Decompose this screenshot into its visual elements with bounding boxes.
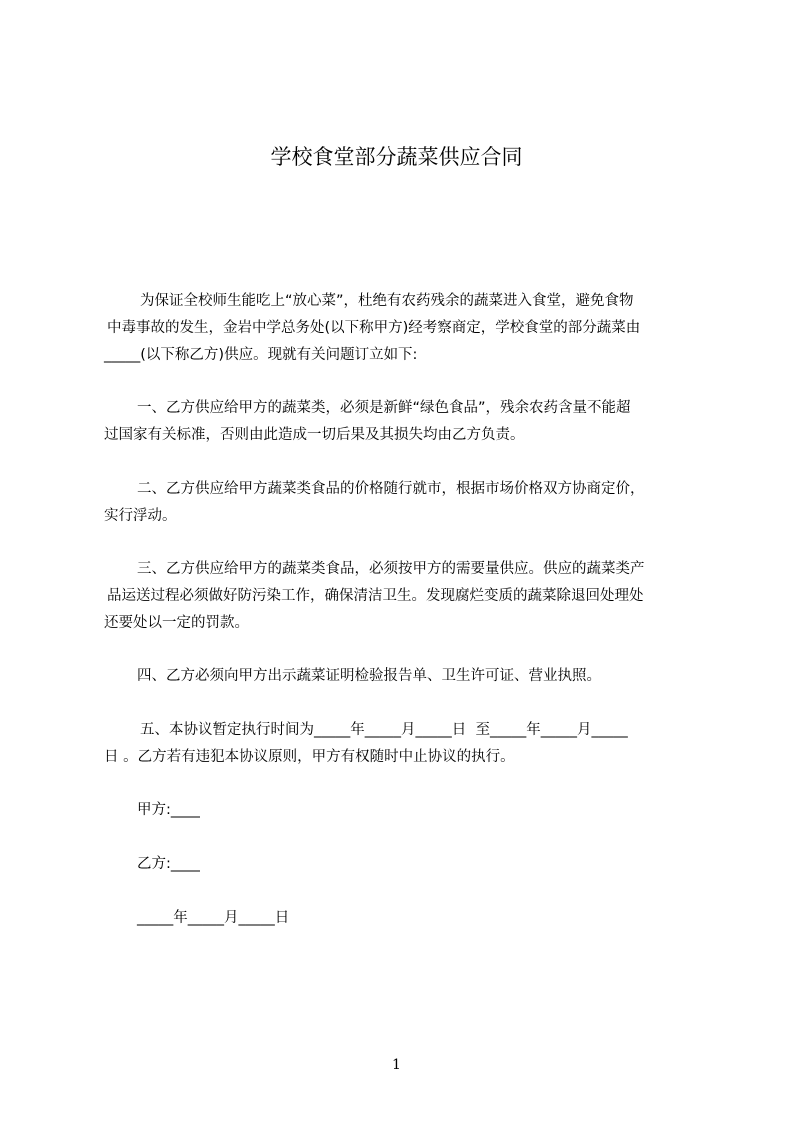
party-a-signature-line: 甲方:____ (137, 802, 200, 818)
clause-1-line-2: 过国家有关标准，否则由此造成一切后果及其损失均由乙方负责。 (104, 427, 525, 443)
clause-3-line-3: 还要处以一定的罚款。 (104, 615, 249, 631)
page-number: 1 (392, 1057, 401, 1073)
clause-4-line-1: 四、乙方必须向甲方出示蔬菜证明检验报告单、卫生许可证、营业执照。 (137, 668, 601, 684)
clause-3-line-1: 三、乙方供应给甲方的蔬菜类食品，必须按甲方的需要量供应。供应的蔬菜类产 (137, 561, 645, 577)
clause-1-line-1: 一、乙方供应给甲方的蔬菜类，必须是新鲜“绿色食品”，残余农药含量不能超 (137, 400, 631, 416)
signature-date-line: _____年_____月_____日 (137, 910, 290, 926)
party-b-signature-line: 乙方:____ (137, 856, 200, 872)
clause-2-line-2: 实行浮动。 (104, 508, 177, 524)
clause-5-line-1: 五、本协议暂定执行时间为_____年_____月_____日 至_____年_____月_____ (140, 722, 628, 738)
clause-2-line-1: 二、乙方供应给甲方蔬菜类食品的价格随行就市，根据市场价格双方协商定价， (137, 481, 645, 497)
intro-line-1: 为保证全校师生能吃上“放心菜”，杜绝有农药残余的蔬菜进入食堂，避免食物 (140, 293, 634, 309)
intro-line-3: _____(以下称乙方)供应。现就有关问题订立如下: (104, 347, 418, 363)
clause-5-line-2: 日 。乙方若有违犯本协议原则，甲方有权随时中止协议的执行。 (104, 749, 515, 765)
document-title: 学校食堂部分蔬菜供应合同 (270, 145, 523, 169)
clause-3-line-2: 品运送过程必须做好防污染工作，确保清洁卫生。发现腐烂变质的蔬菜除退回处理处 (107, 588, 644, 604)
intro-line-2: 中毒事故的发生，金岩中学总务处(以下称甲方)经考察商定，学校食堂的部分蔬菜由 (107, 320, 641, 336)
